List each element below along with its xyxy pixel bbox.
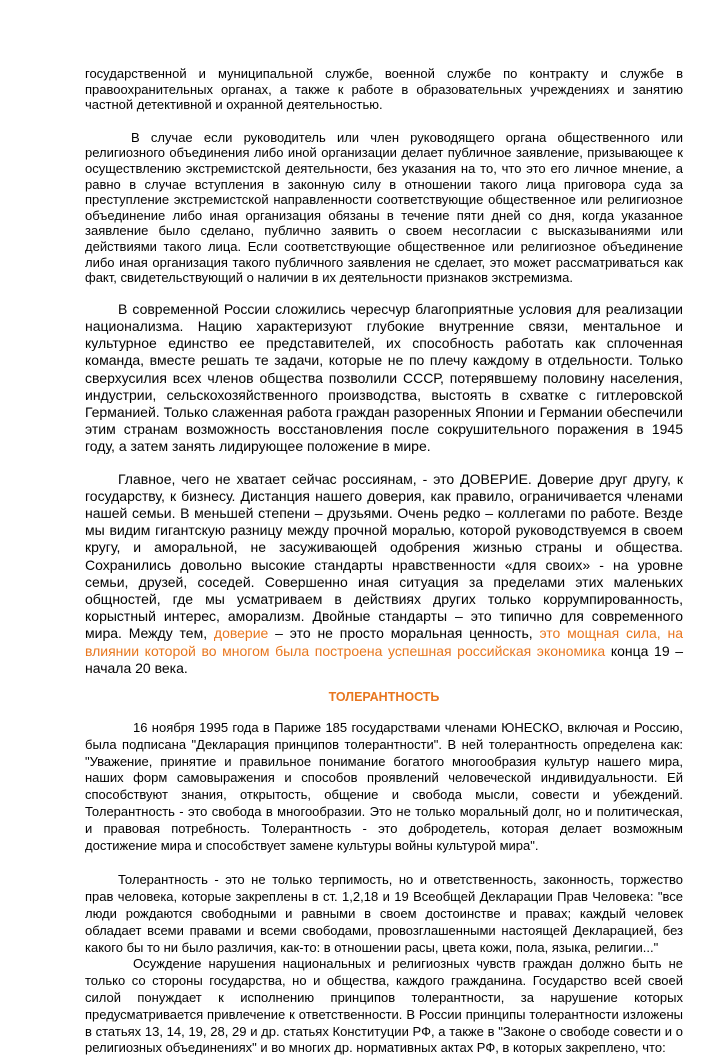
paragraph-condemnation: Осуждение нарушения национальных и религиозных чувств граждан должно быть не только со стороны государства, но и общества, каждого гражданина. Государство всей своей силой понуждает к исполнению принципов толерантности, за нарушение которых предусматривается привлечение к ответственности. В России принципы толерантности изложены в статьях 13, 14, 19, 28, 29 и др. статьях Конституции РФ, а также в "Законе о свободе совести и о религиозных объединениях" и во многих др. нормативных актах РФ, в которых закреплено, что: bbox=[85, 956, 683, 1056]
paragraph-public-statement: В случае если руководитель или член руководящего органа общественного или религиозного объединения либо иной организации делает публичное заявление, призывающее к осуществлению экстремистской деятельности, без указания на то, что это его личное мнение, а равно в случае вступления в законную силу в отношении такого лица приговора суда за преступление экстремистской направленности соответствующие общественное или религиозное объединение либо иная организация обязаны в течение пяти дней со дня, когда указанное заявление было сделано, публично заявить о своем несогласии с высказываниями или действиями такого лица. Если соответствующие общественное или религиозное объединение либо иная организация такого публичного заявления не сделает, это может рассматриваться как факт, свидетельствующий о наличии в их деятельности признаков экстремизма. bbox=[85, 129, 683, 286]
trust-link[interactable]: доверие bbox=[213, 625, 269, 642]
trust-text-b: – это не просто моральная ценность, bbox=[268, 625, 540, 642]
trust-text-a: Главное, чего не хватает сейчас россиянам, - это ДОВЕРИЕ. Доверие друг другу, к государству, к бизнесу. Дистанция нашего доверия, как правило, ограничивается членами нашей семьи. В меньшей степени – друзьями. Очень редко – коллегами по работе. Везде мы видим гигантскую разницу между прочной моралью, которой руководствуемся в своем кругу, и аморальной, не засуживающей одобрения жизнью страны и общества. Сохранились довольно высокие стандарты нравственности «для своих» - на уровне семьи, друзей, соседей. Совершенно иная ситуация за пределами этих маленьких общностей, где мы усматриваем в действиях других только коррумпированность, корыстный интерес, аморализм. Двойные стандарты – это типично для современного мира. Между тем, bbox=[85, 470, 683, 642]
paragraph-trust bbox=[85, 471, 683, 677]
paragraph-tolerance: Толерантность - это не только терпимость, но и ответственность, законность, торжество прав человека, которые закреплены в ст. 1,2,18 и 19 Всеобщей Декларации Прав Человека: "все люди рождаются свободными и равными в своем достоинстве и правах; каждый человек обладает всеми правами и всеми свободами, провозглашенными настоящей Декларацией, без какого бы то ни было различия, как-то: в отношении расы, цвета кожи, пола, языка, религии..." bbox=[85, 872, 683, 955]
document-page bbox=[85, 66, 683, 1057]
paragraph-unesco: 16 ноября 1995 года в Париже 185 государствами членами ЮНЕСКО, включая и Россию, была подписана "Декларация принципов толерантности". В ней толерантность определена как: "Уважение, принятие и правильное понимание богатого многообразия культур нашего мира, наших форм самовыражения и способов проявлений человеческой индивидуальности. Ей способствуют знания, открытость, общение и свобода мысли, совести и убеждений. Толерантность - это свобода в многообразии. Это не только моральный долг, но и политическая, и правовая потребность. Толерантность - это добродетель, которая делает возможным достижение мира и способствует замене культуры войны культурой мира". bbox=[85, 719, 683, 853]
economy-link[interactable]: это мощная сила, на влиянии которой во многом была построена успешная российская экономика bbox=[85, 625, 684, 659]
paragraph-continuation: государственной и муниципальной службе, военной службе по контракту и службе в правоохранительных органах, а также к работе в образовательных учреждениях и занятию частной детективной и охранной деятельностью. bbox=[85, 66, 683, 113]
paragraph-nationalism: В современной России сложились чересчур благоприятные условия для реализации национализма. Нацию характеризуют глубокие внутренние связи, ментальное и культурное единство ее представителей, их способность работать как сплоченная команда, вместе решать те задачи, которые не по плечу каждому в отдельности. Только сверхусилия всех членов общества позволили СССР, потерявшему половину населения, индустрии, сельскохозяйственного производства, выстоять в схватке с гитлеровской Германией. Только слаженная работа граждан разоренных Японии и Германии обеспечили этим странам возможность восстановления после сокрушительного поражения в 1945 году, а затем занять лидирующее положение в мире. bbox=[85, 300, 683, 455]
section-heading: ТОЛЕРАНТНОСТЬ bbox=[328, 689, 440, 704]
trust-text-c: конца 19 – начала 20 века. bbox=[85, 642, 683, 676]
